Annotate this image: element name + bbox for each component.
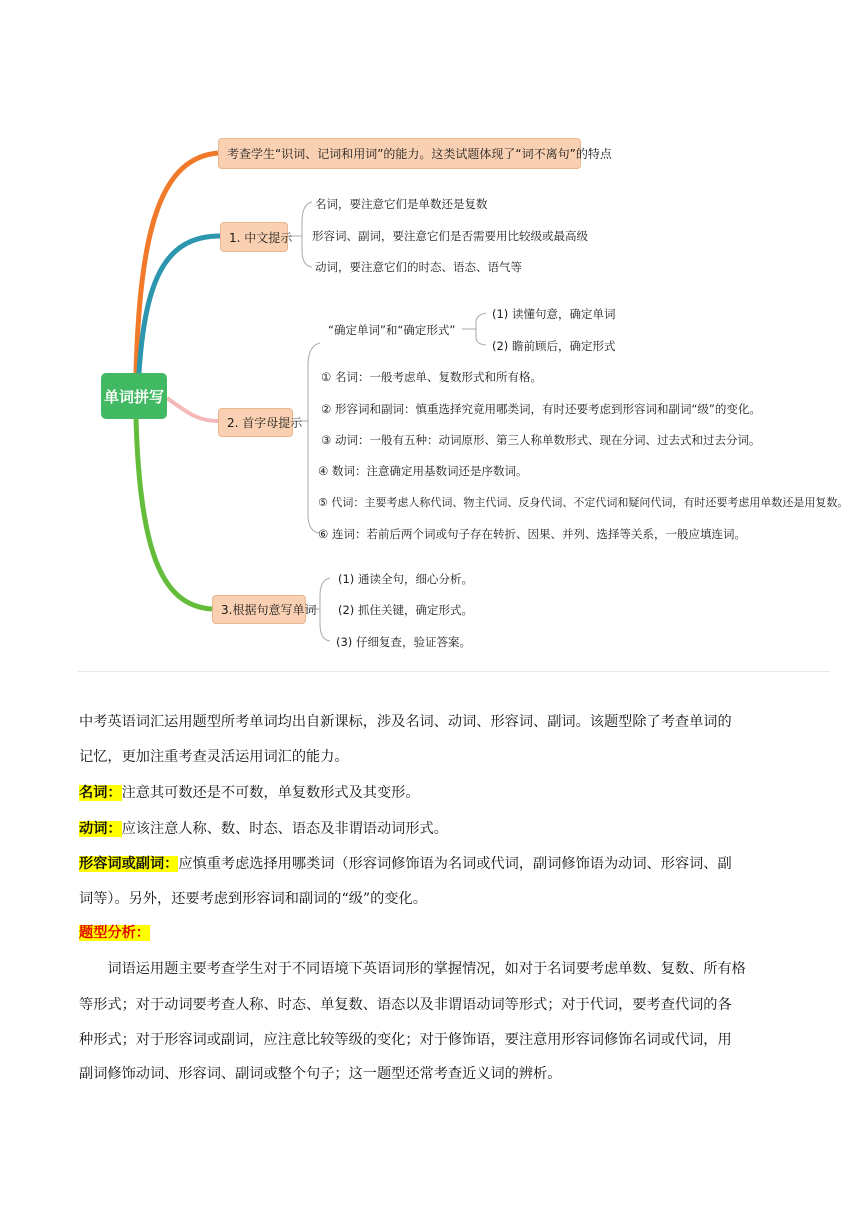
branch-line-1 bbox=[139, 236, 220, 373]
branch-1-item: 名词，要注意它们是单数还是复数 bbox=[315, 197, 488, 211]
branch-line-2 bbox=[167, 398, 218, 421]
branch-line-3 bbox=[136, 419, 212, 609]
adj-paragraph bbox=[79, 853, 732, 873]
analysis-line: 词语运用题主要考查学生对于不同语境下英语词形的掌握情况，如对于名词要考虑单数、复数、所有格 bbox=[79, 961, 746, 977]
branch-line-top bbox=[136, 153, 218, 373]
analysis-line: 副词修饰动词、形容词、副词或整个句子；这一题型还常考查近义词的辨析。 bbox=[79, 1066, 562, 1082]
branch-2-sub-label: “确定单词”和“确定形式” bbox=[328, 323, 456, 337]
analysis-line: 种形式；对于形容词或副词，应注意比较等级的变化；对于修饰语，要注意用形容词修饰名词或代词，用 bbox=[79, 1032, 732, 1048]
branch-3-item: (3) 仔细复查，验证答案。 bbox=[336, 635, 471, 649]
intro-line-1: 中考英语词汇运用题型所考单词均出自新课标，涉及名词、动词、形容词、副词。该题型除了考查单词的 bbox=[79, 714, 732, 730]
branch-2-sub-item: (2) 瞻前顾后，确定形式 bbox=[492, 339, 616, 353]
branch-3-node: 3.根据句意写单词 bbox=[212, 595, 306, 624]
branch-2-item: ② 形容词和副词：慎重选择究竟用哪类词，有时还要考虑到形容词和副词“级”的变化。 bbox=[321, 402, 761, 416]
adj-label: 形容词或副词： bbox=[79, 856, 179, 872]
branch-2-node: 2. 首字母提示 bbox=[218, 408, 293, 437]
branch-2-sub-item: (1) 读懂句意，确定单词 bbox=[492, 307, 616, 321]
intro-line-2: 记忆，更加注重考查灵活运用词汇的能力。 bbox=[79, 749, 349, 765]
branch-3-item: (1) 通读全句，细心分析。 bbox=[338, 572, 473, 586]
branch-3-item: (2) 抓住关键，确定形式。 bbox=[338, 603, 473, 617]
branch-2-item: ⑤ 代词：主要考虑人称代词、物主代词、反身代词、不定代词和疑问代词，有时还要考虑用单数还是用复数。 bbox=[318, 496, 849, 509]
branch-2-item: ④ 数词：注意确定用基数词还是序数词。 bbox=[318, 464, 528, 478]
section-divider bbox=[78, 671, 830, 672]
bracket-2-sub bbox=[462, 313, 486, 345]
noun-label: 名词： bbox=[79, 785, 122, 801]
branch-1-item: 形容词、副词，要注意它们是否需要用比较级或最高级 bbox=[312, 229, 588, 243]
analysis-line: 等形式；对于动词要考查人称、时态、单复数、语态以及非谓语动词等形式；对于代词，要考查代词的各 bbox=[79, 997, 732, 1013]
branch-2-item: ⑥ 连词：若前后两个词或句子存在转折、因果、并列、选择等关系，一般应填连词。 bbox=[318, 527, 746, 541]
noun-text: 注意其可数还是不可数，单复数形式及其变形。 bbox=[121, 785, 420, 801]
adj-text: 应慎重考虑选择用哪类词（形容词修饰语为名词或代词，副词修饰语为动词、形容词、副 bbox=[178, 856, 732, 872]
verb-paragraph bbox=[79, 818, 448, 838]
adj-paragraph-cont: 词等）。另外，还要考虑到形容词和副词的“级”的变化。 bbox=[79, 891, 427, 907]
verb-text: 应该注意人称、数、时态、语态及非谓语动词形式。 bbox=[121, 821, 448, 837]
analysis-heading bbox=[79, 922, 150, 942]
verb-label: 动词： bbox=[79, 821, 122, 837]
bracket-2 bbox=[293, 343, 320, 533]
branch-1-node: 1. 中文提示 bbox=[220, 222, 288, 252]
top-note-node: 考查学生“识词、记词和用词”的能力。这类试题体现了“词不离句”的特点 bbox=[218, 138, 581, 169]
analysis-label: 题型分析： bbox=[79, 925, 150, 941]
mind-map-root: 单词拼写 bbox=[101, 373, 167, 419]
branch-2-item: ① 名词：一般考虑单、复数形式和所有格。 bbox=[321, 370, 542, 384]
branch-1-item: 动词，要注意它们的时态、语态、语气等 bbox=[315, 260, 522, 274]
branch-2-item: ③ 动词：一般有五种：动词原形、第三人称单数形式、现在分词、过去式和过去分词。 bbox=[321, 433, 761, 447]
noun-paragraph bbox=[79, 782, 420, 802]
